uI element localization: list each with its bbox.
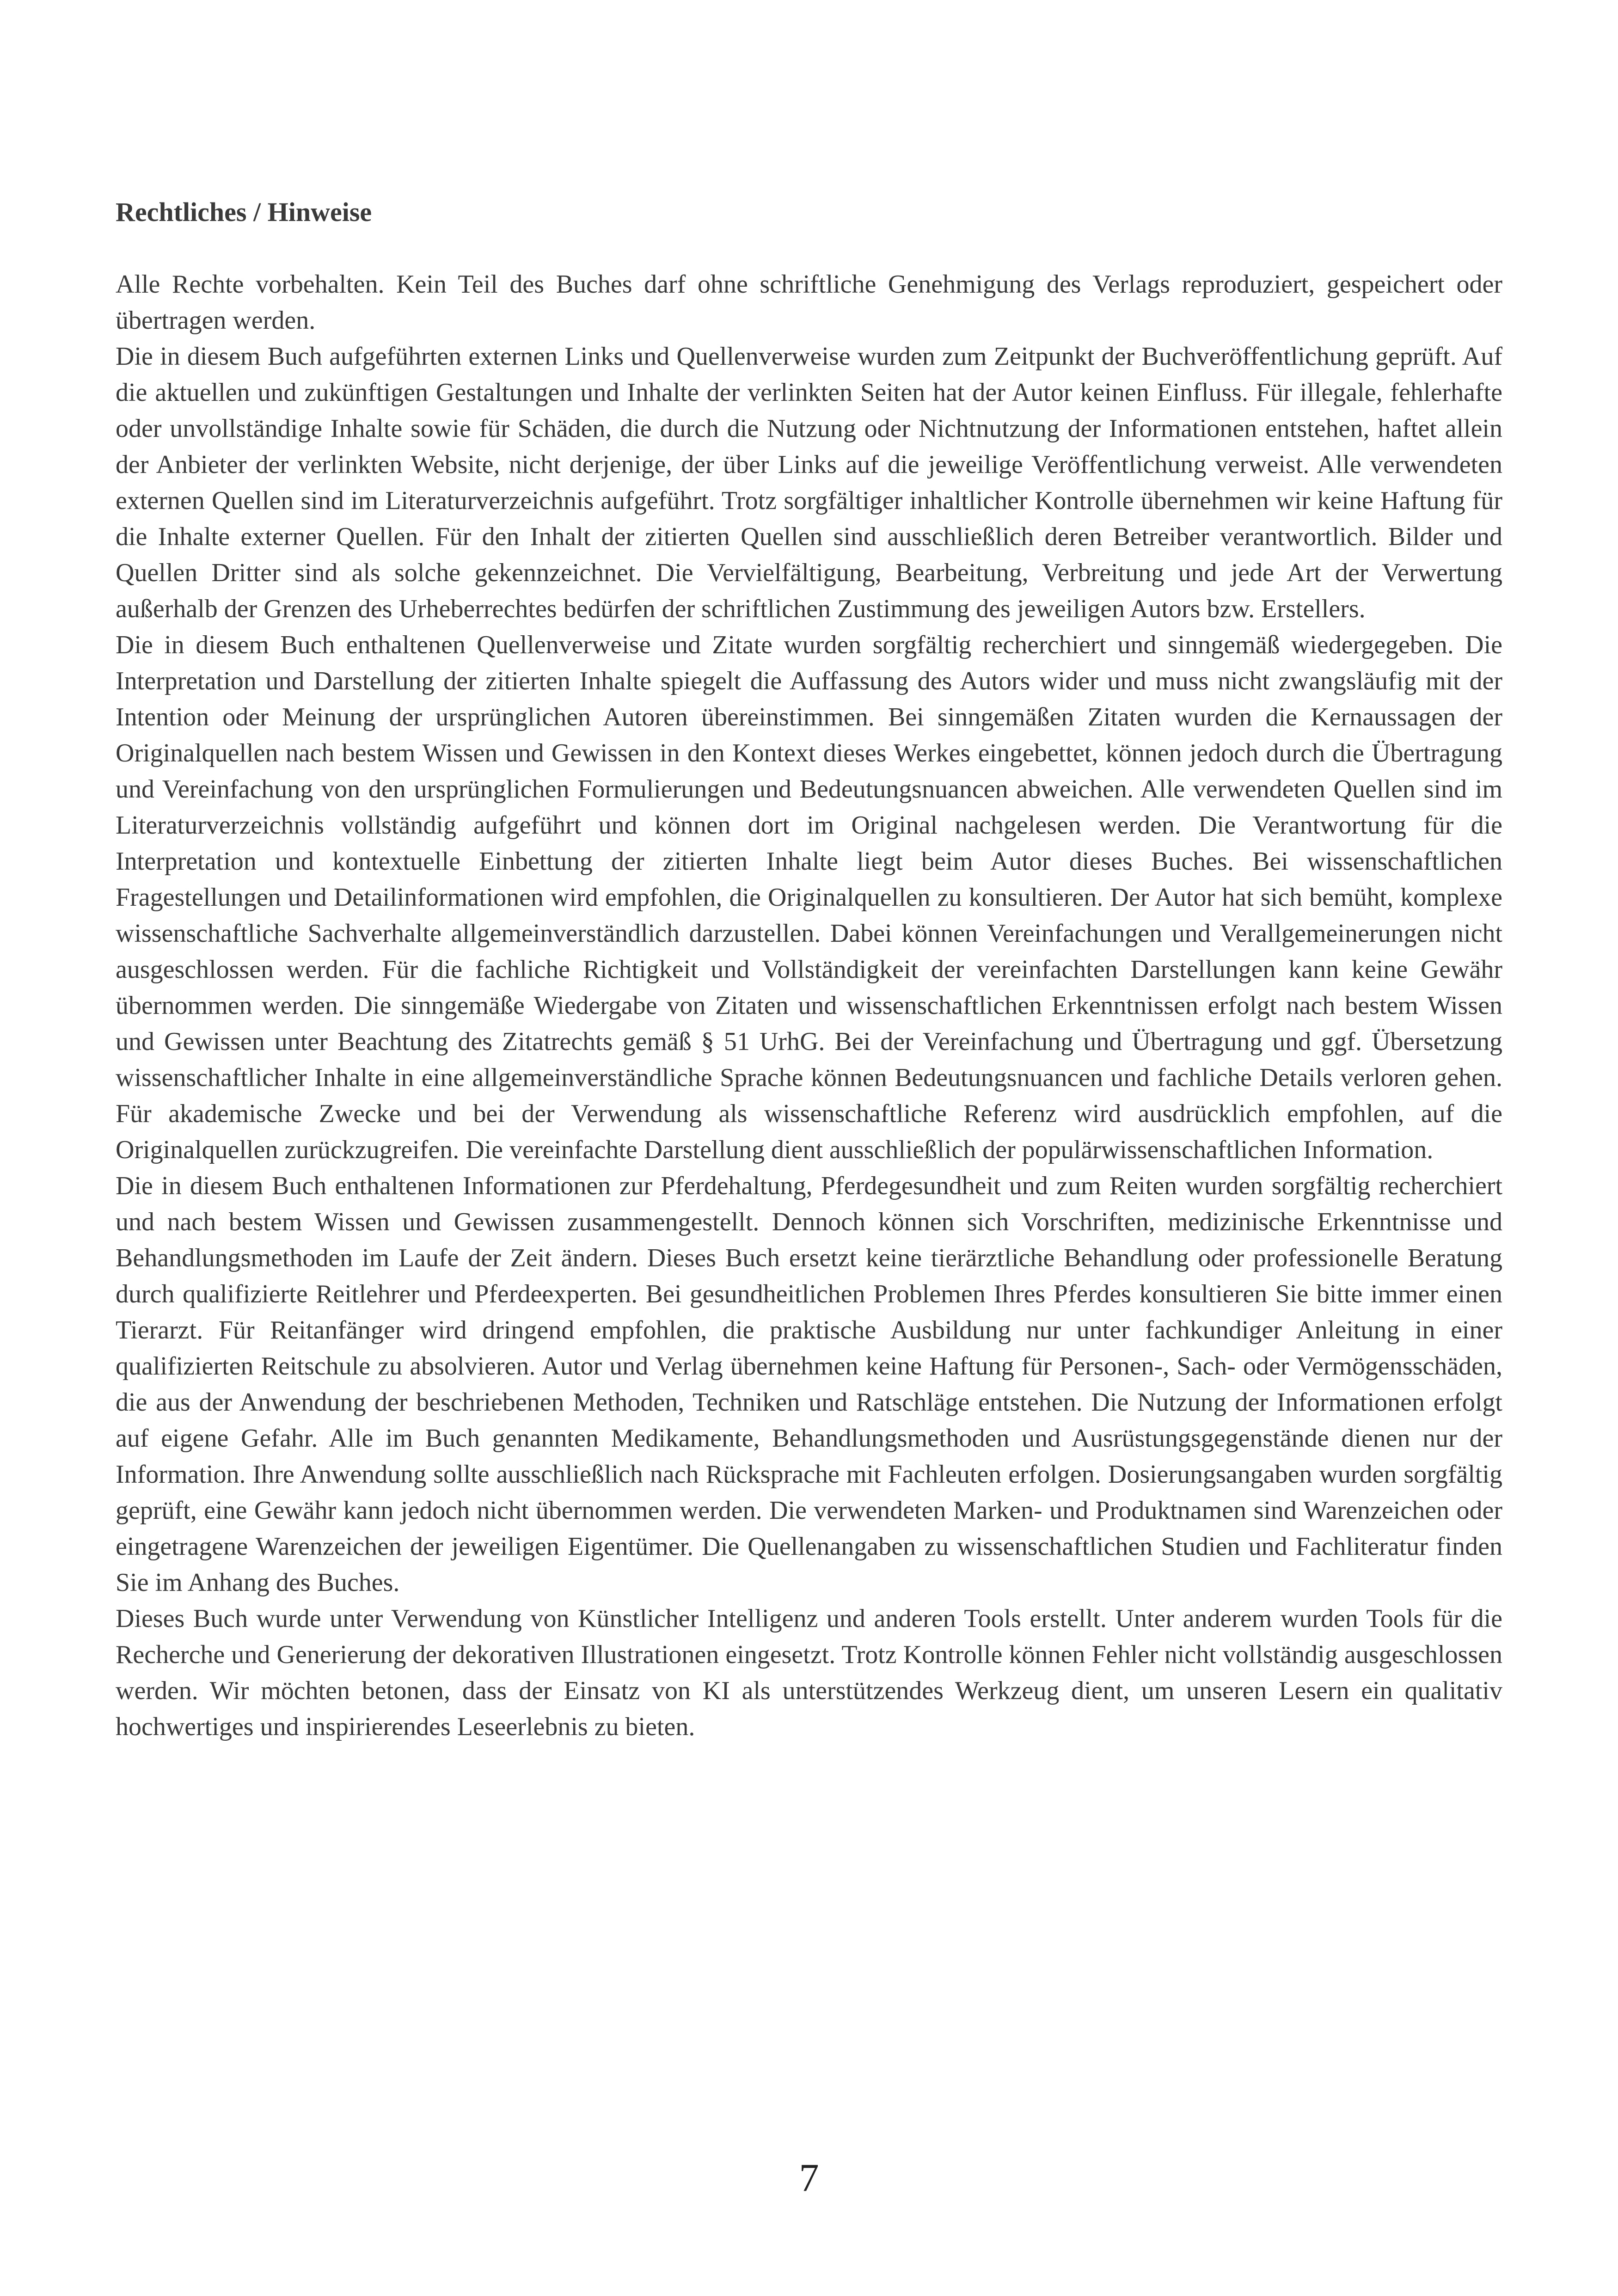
paragraph-ai-notice: Dieses Buch wurde unter Verwendung von Künstlicher Intelligenz und anderen Tools erstellt. Unter anderem wurden Tools für die Recherche und Generierung der dekorativen Illustrationen eingesetzt. Trotz Kontrolle können Fehler nicht vollständig ausgeschlossen werden. Wir möchten betonen, dass der Einsatz von KI als unterstützendes Werkzeug dient, um unseren Lesern ein qualitativ hochwertiges und inspirierendes Leseerlebnis zu bieten.: [116, 1604, 1502, 1741]
page-number: 7: [799, 2155, 819, 2200]
paragraph-external-links: Die in diesem Buch aufgeführten externen Links und Quellenverweise wurden zum Zeitpunkt der Buchveröffentlichung geprüft. Auf die aktuellen und zukünftigen Gestaltungen und Inhalte der verlinkten Seiten hat der Autor keinen Einfluss. Für illegale, fehlerhafte oder unvollständige Inhalte sowie für Schäden, die durch die Nutzung oder Nichtnutzung der Informationen entstehen, haftet allein der Anbieter der verlinkten Website, nicht derjenige, der über Links auf die jeweilige Veröffentlichung verweist. Alle verwendeten externen Quellen sind im Literaturverzeichnis aufgeführt. Trotz sorgfältiger inhaltlicher Kontrolle übernehmen wir keine Haftung für die Inhalte externer Quellen. Für den Inhalt der zitierten Quellen sind ausschließlich deren Betreiber verantwortlich. Bilder und Quellen Dritter sind als solche gekennzeichnet. Die Vervielfältigung, Bearbeitung, Verbreitung und jede Art der Verwertung außerhalb der Grenzen des Urheberrechtes bedürfen der schriftlichen Zustimmung des jeweiligen Autors bzw. Erstellers.: [116, 342, 1502, 623]
section-heading: Rechtliches / Hinweise: [116, 197, 372, 227]
paragraph-copyright: Alle Rechte vorbehalten. Kein Teil des Buches darf ohne schriftliche Genehmigung des Verlags reproduziert, gespeichert oder übertragen werden.: [116, 270, 1502, 335]
paragraph-horse-disclaimer: Die in diesem Buch enthaltenen Informationen zur Pferdehaltung, Pferdegesundheit und zum Reiten wurden sorgfältig recherchiert und nach bestem Wissen und Gewissen zusammengestellt. Dennoch können sich Vorschriften, medizinische Erkenntnisse und Behandlungsmethoden im Laufe der Zeit ändern. Dieses Buch ersetzt keine tierärztliche Behandlung oder professionelle Beratung durch qualifizierte Reitlehrer und Pferdeexperten. Bei gesundheitlichen Problemen Ihres Pferdes konsultieren Sie bitte immer einen Tierarzt. Für Reitanfänger wird dringend empfohlen, die praktische Ausbildung nur unter fachkundiger Anleitung in einer qualifizierten Reitschule zu absolvieren. Autor und Verlag übernehmen keine Haftung für Personen-, Sach- oder Vermögensschäden, die aus der Anwendung der beschriebenen Methoden, Techniken und Ratschläge entstehen. Die Nutzung der Informationen erfolgt auf eigene Gefahr. Alle im Buch genannten Medikamente, Behandlungsmethoden und Ausrüstungsgegenstände dienen nur der Information. Ihre Anwendung sollte ausschließlich nach Rücksprache mit Fachleuten erfolgen. Dosierungsangaben wurden sorgfältig geprüft, eine Gewähr kann jedoch nicht übernommen werden. Die verwendeten Marken- und Produktnamen sind Warenzeichen oder eingetragene Warenzeichen der jeweiligen Eigentümer. Die Quellenangaben zu wissenschaftlichen Studien und Fachliteratur finden Sie im Anhang des Buches.: [116, 1172, 1502, 1597]
paragraph-citations: Die in diesem Buch enthaltenen Quellenverweise und Zitate wurden sorgfältig recherchiert und sinngemäß wiedergegeben. Die Interpretation und Darstellung der zitierten Inhalte spiegelt die Auffassung des Autors wider und muss nicht zwangsläufig mit der Intention oder Meinung der ursprünglichen Autoren übereinstimmen. Bei sinngemäßen Zitaten wurden die Kernaussagen der Originalquellen nach bestem Wissen und Gewissen in den Kontext dieses Werkes eingebettet, können jedoch durch die Übertragung und Vereinfachung von den ursprünglichen Formulierungen und Bedeutungsnuancen abweichen. Alle verwendeten Quellen sind im Literaturverzeichnis vollständig aufgeführt und können dort im Original nachgelesen werden. Die Verantwortung für die Interpretation und kontextuelle Einbettung der zitierten Inhalte liegt beim Autor dieses Buches. Bei wissenschaftlichen Fragestellungen und Detailinformationen wird empfohlen, die Originalquellen zu konsultieren. Der Autor hat sich bemüht, komplexe wissenschaftliche Sachverhalte allgemeinverständlich darzustellen. Dabei können Vereinfachungen und Verallgemeinerungen nicht ausgeschlossen werden. Für die fachliche Richtigkeit und Vollständigkeit der vereinfachten Darstellungen kann keine Gewähr übernommen werden. Die sinngemäße Wiedergabe von Zitaten und wissenschaftlichen Erkenntnissen erfolgt nach bestem Wissen und Gewissen unter Beachtung des Zitatrechts gemäß § 51 UrhG. Bei der Vereinfachung und Übertragung und ggf. Übersetzung wissenschaftlicher Inhalte in eine allgemeinverständliche Sprache können Bedeutungsnuancen und fachliche Details verloren gehen. Für akademische Zwecke und bei der Verwendung als wissenschaftliche Referenz wird ausdrücklich empfohlen, auf die Originalquellen zurückzugreifen. Die vereinfachte Darstellung dient ausschließlich der populärwissenschaftlichen Information.: [116, 631, 1502, 1164]
page-content: [116, 194, 1502, 1745]
